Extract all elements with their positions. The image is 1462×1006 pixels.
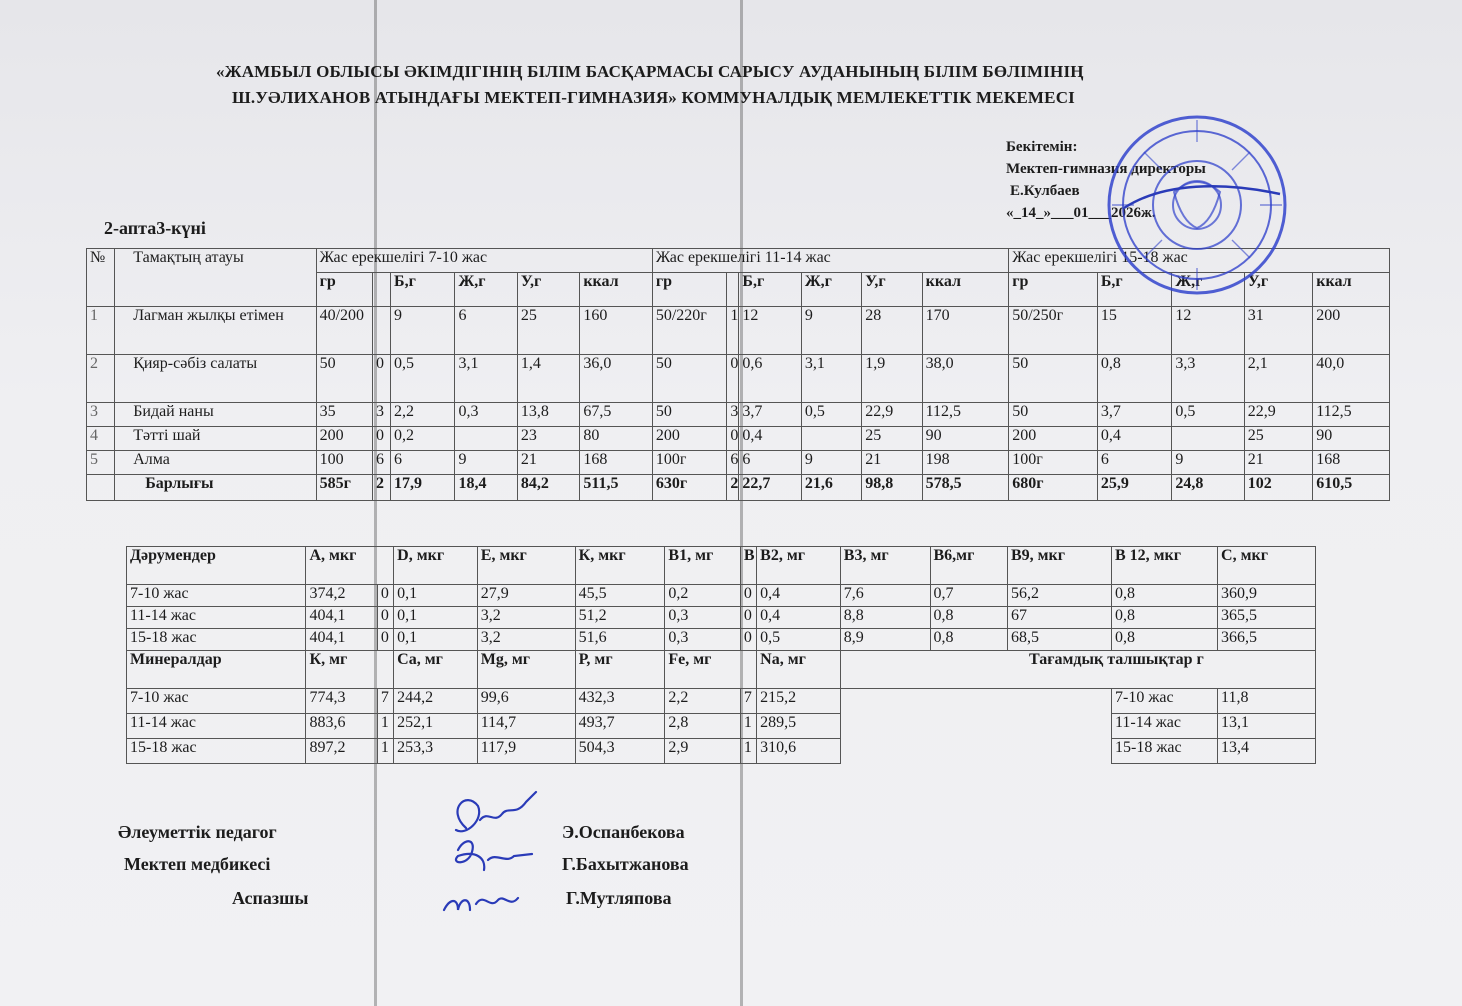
menu-row	[87, 427, 1390, 451]
table-cell: 25	[862, 427, 922, 451]
fiber-age: 15-18 жас	[1111, 739, 1217, 764]
empty-cell	[840, 739, 1111, 764]
table-cell: 6	[372, 451, 390, 475]
vitamins-row	[127, 585, 1316, 607]
table-cell: 6	[1097, 451, 1172, 475]
table-cell: 0	[377, 585, 393, 607]
column-header: В 12, мкг	[1111, 547, 1217, 585]
table-cell: 404,1	[306, 629, 377, 651]
table-cell: 3,1	[455, 355, 517, 403]
table-cell: 0,2	[391, 427, 455, 451]
day-label: 2-апта3-күні	[104, 218, 206, 238]
table-cell: 0,8	[1111, 585, 1217, 607]
table-cell: 9	[801, 451, 861, 475]
table-cell: 0,6	[739, 355, 801, 403]
group-header: Жас ерекшелігі 7-10 жас	[316, 249, 652, 273]
subheader: ккал	[1313, 273, 1390, 307]
subheader: Б,г	[739, 273, 801, 307]
table-cell: 289,5	[757, 714, 841, 739]
table-cell: 3	[372, 403, 390, 427]
subheader: ккал	[580, 273, 652, 307]
column-header: В3, мг	[840, 547, 930, 585]
table-cell: 2	[372, 475, 390, 501]
table-cell: 200	[316, 427, 372, 451]
table-cell: 27,9	[477, 585, 575, 607]
col-name-header: Тамақтың атауы	[115, 249, 316, 307]
table-cell: 31	[1244, 307, 1312, 355]
column-header: В1, мг	[665, 547, 740, 585]
table-cell: 100	[316, 451, 372, 475]
column-header: Е, мкг	[477, 547, 575, 585]
table-cell: 578,5	[922, 475, 1009, 501]
table-cell: 9	[455, 451, 517, 475]
table-cell: 3,7	[1097, 403, 1172, 427]
table-cell: 610,5	[1313, 475, 1390, 501]
table-cell: 102	[1244, 475, 1312, 501]
table-cell: 22,9	[1244, 403, 1312, 427]
vitamins-row	[127, 607, 1316, 629]
table-cell: 21	[1244, 451, 1312, 475]
table-cell: 0,3	[665, 607, 740, 629]
table-cell: 99,6	[477, 689, 575, 714]
table-cell: 12	[1172, 307, 1244, 355]
table-cell: 7,6	[840, 585, 930, 607]
table-cell: 67,5	[580, 403, 652, 427]
table-cell	[372, 307, 390, 355]
table-cell: 511,5	[580, 475, 652, 501]
table-cell: 253,3	[394, 739, 478, 764]
table-cell: 160	[580, 307, 652, 355]
table-cell: 0	[740, 585, 756, 607]
table-cell: 38,0	[922, 355, 1009, 403]
table-cell: 51,2	[575, 607, 665, 629]
table-cell: 50/250г	[1009, 307, 1098, 355]
table-cell: 50	[1009, 355, 1098, 403]
table-cell: 198	[922, 451, 1009, 475]
table-cell: 252,1	[394, 714, 478, 739]
table-cell: 0,4	[739, 427, 801, 451]
table-cell: 35	[316, 403, 372, 427]
table-cell: 24,8	[1172, 475, 1244, 501]
table-cell: 200	[1313, 307, 1390, 355]
table-cell: 365,5	[1218, 607, 1316, 629]
table-cell: 1,4	[517, 355, 579, 403]
signature-row-social-pedagogue	[118, 822, 277, 843]
table-cell: 100г	[652, 451, 727, 475]
table-cell: 3,2	[477, 607, 575, 629]
table-cell: 0,2	[665, 585, 740, 607]
minerals-header-row	[127, 651, 1316, 689]
column-header: Mg, мг	[477, 651, 575, 689]
table-cell: 774,3	[306, 689, 377, 714]
menu-row	[87, 307, 1390, 355]
signatory-role: Мектеп медбикесі	[124, 854, 271, 874]
table-cell: 21	[862, 451, 922, 475]
table-cell: 432,3	[575, 689, 665, 714]
table-cell: 50	[652, 355, 727, 403]
table-cell: 2,8	[665, 714, 740, 739]
table-cell: 25,9	[1097, 475, 1172, 501]
table-cell: 0,1	[394, 585, 478, 607]
official-seal-stamp	[1104, 112, 1290, 298]
row-number: 2	[87, 355, 115, 403]
fiber-age: 7-10 жас	[1111, 689, 1217, 714]
table-cell: 0,7	[930, 585, 1007, 607]
table-cell: 0,4	[1097, 427, 1172, 451]
approval-title: Бекітемін:	[1006, 139, 1078, 155]
minerals-row	[127, 714, 1316, 739]
table-cell	[455, 427, 517, 451]
row-number: 4	[87, 427, 115, 451]
table-cell: 493,7	[575, 714, 665, 739]
menu-table-body	[87, 307, 1390, 501]
table-cell: 25	[1244, 427, 1312, 451]
table-cell: 90	[922, 427, 1009, 451]
header-line-1: «ЖАМБЫЛ ОБЛЫСЫ ӘКІМДІГІНІҢ БІЛІМ БАСҚАРМАСЫ САРЫСУ АУДАНЫНЫҢ БІЛІМ БӨЛІМІНІҢ	[216, 62, 1084, 81]
table-cell: 310,6	[757, 739, 841, 764]
table-cell: 200	[1009, 427, 1098, 451]
table-cell: 21,6	[801, 475, 861, 501]
table-cell: 114,7	[477, 714, 575, 739]
signatory-name: Г.Мутляпова	[566, 888, 672, 908]
table-cell: 374,2	[306, 585, 377, 607]
table-cell: 9	[391, 307, 455, 355]
dish-name: Бидай наны	[115, 403, 316, 427]
column-header: К, мг	[306, 651, 394, 689]
table-cell: 1	[740, 714, 756, 739]
column-header: Fe, мг	[665, 651, 757, 689]
column-header: Минералдар	[127, 651, 306, 689]
table-cell: 168	[580, 451, 652, 475]
column-header: В9, мкг	[1007, 547, 1111, 585]
table-cell: 200	[652, 427, 727, 451]
table-cell: 7-10 жас	[127, 585, 306, 607]
approval-position: Мектеп-гимназия директоры	[1006, 161, 1206, 177]
table-cell: 40,0	[1313, 355, 1390, 403]
table-cell: 15-18 жас	[127, 629, 306, 651]
column-header: В6,мг	[930, 547, 1007, 585]
table-cell: 2,1	[1244, 355, 1312, 403]
table-cell: 244,2	[394, 689, 478, 714]
signatory-name: Э.Оспанбекова	[562, 822, 685, 842]
table-cell: 98,8	[862, 475, 922, 501]
table-cell: 9	[1172, 451, 1244, 475]
table-cell: 0	[377, 607, 393, 629]
table-cell: 0	[727, 355, 739, 403]
table-cell: 0,5	[1172, 403, 1244, 427]
fold-crease	[374, 0, 377, 1006]
table-cell: 0	[372, 355, 390, 403]
table-cell: 504,3	[575, 739, 665, 764]
table-cell: 0,5	[391, 355, 455, 403]
table-cell: 170	[922, 307, 1009, 355]
signature-row-cook	[232, 888, 308, 909]
table-cell: 11-14 жас	[127, 714, 306, 739]
row-number: 5	[87, 451, 115, 475]
table-cell: 0,8	[930, 607, 1007, 629]
table-cell	[1172, 427, 1244, 451]
fiber-age: 11-14 жас	[1111, 714, 1217, 739]
column-header: К, мкг	[575, 547, 665, 585]
table-cell: 360,9	[1218, 585, 1316, 607]
dish-name: Алма	[115, 451, 316, 475]
subheader: гр	[1009, 273, 1098, 307]
table-cell: 6	[739, 451, 801, 475]
signatory-name: Г.Бахытжанова	[562, 854, 689, 874]
table-cell: 6	[727, 451, 739, 475]
table-cell: 22,7	[739, 475, 801, 501]
subheader	[727, 273, 739, 307]
table-cell: 1	[740, 739, 756, 764]
table-cell: 12	[739, 307, 801, 355]
table-cell: 366,5	[1218, 629, 1316, 651]
subheader: У,г	[862, 273, 922, 307]
dish-name: Лагман жылқы етімен	[115, 307, 316, 355]
column-header: А, мкг	[306, 547, 394, 585]
menu-row	[87, 403, 1390, 427]
group-header: Жас ерекшелігі 15-18 жас	[1009, 249, 1390, 273]
table-cell: 3,7	[739, 403, 801, 427]
table-cell: 50/220г	[652, 307, 727, 355]
table-cell: 3,3	[1172, 355, 1244, 403]
table-cell: 36,0	[580, 355, 652, 403]
column-header: Са, мг	[394, 651, 478, 689]
subheader: Ж,г	[801, 273, 861, 307]
dish-name: Тәтті шай	[115, 427, 316, 451]
table-cell: 8,9	[840, 629, 930, 651]
column-header: В2, мг	[757, 547, 841, 585]
table-cell: 897,2	[306, 739, 377, 764]
table-cell: 112,5	[922, 403, 1009, 427]
table-cell: 0	[727, 427, 739, 451]
column-header: Дәрумендер	[127, 547, 306, 585]
column-header: В	[740, 547, 756, 585]
table-cell: 84,2	[517, 475, 579, 501]
subheader: У,г	[1244, 273, 1312, 307]
table-cell: 2,9	[665, 739, 740, 764]
table-cell: 7	[740, 689, 756, 714]
vitamins-header-row	[127, 547, 1316, 585]
table-cell: 2,2	[665, 689, 740, 714]
column-header: Na, мг	[757, 651, 841, 689]
dish-name: Қияр-сәбіз салаты	[115, 355, 316, 403]
nutrients-table	[126, 546, 1316, 764]
table-cell: 0,8	[1111, 607, 1217, 629]
table-cell: 1,9	[862, 355, 922, 403]
table-cell: 2	[727, 475, 739, 501]
table-cell: 630г	[652, 475, 727, 501]
table-cell: 0,8	[1097, 355, 1172, 403]
signature-row-school-nurse	[124, 854, 270, 875]
table-cell: 215,2	[757, 689, 841, 714]
table-cell: 0,5	[801, 403, 861, 427]
subheader: Б,г	[391, 273, 455, 307]
table-cell: 680г	[1009, 475, 1098, 501]
empty-cell	[840, 689, 1111, 714]
subheader: гр	[652, 273, 727, 307]
total-label: Барлығы	[115, 475, 316, 501]
table-cell: 90	[1313, 427, 1390, 451]
menu-total-row	[87, 475, 1390, 501]
fiber-value: 11,8	[1218, 689, 1316, 714]
table-cell: 56,2	[1007, 585, 1111, 607]
menu-row	[87, 451, 1390, 475]
table-cell: 21	[517, 451, 579, 475]
table-cell: 0,5	[757, 629, 841, 651]
table-cell: 23	[517, 427, 579, 451]
table-cell: 18,4	[455, 475, 517, 501]
approval-date: «_14_»___01___2026ж.	[1006, 205, 1156, 221]
table-cell: 0	[740, 629, 756, 651]
row-number	[87, 475, 115, 501]
table-cell: 6	[455, 307, 517, 355]
table-cell: 80	[580, 427, 652, 451]
table-cell: 0,3	[665, 629, 740, 651]
table-cell: 17,9	[391, 475, 455, 501]
table-cell: 9	[801, 307, 861, 355]
table-cell: 67	[1007, 607, 1111, 629]
table-cell: 50	[652, 403, 727, 427]
subheader: Б,г	[1097, 273, 1172, 307]
table-cell: 50	[316, 355, 372, 403]
fiber-value: 13,4	[1218, 739, 1316, 764]
table-cell: 7-10 жас	[127, 689, 306, 714]
table-cell: 7	[377, 689, 393, 714]
table-cell: 0,8	[930, 629, 1007, 651]
subheader: гр	[316, 273, 372, 307]
header-line-2: Ш.УӘЛИХАНОВ АТЫНДАҒЫ МЕКТЕП-ГИМНАЗИЯ» КОММУНАЛДЫҚ МЕМЛЕКЕТТІК МЕКЕМЕСІ	[232, 88, 1075, 107]
vitamins-row	[127, 629, 1316, 651]
table-cell: 40/200	[316, 307, 372, 355]
column-header: Р, мг	[575, 651, 665, 689]
vitamins-body	[127, 547, 1316, 651]
table-cell: 1	[377, 739, 393, 764]
table-cell: 1	[377, 714, 393, 739]
table-cell: 3	[727, 403, 739, 427]
col-no-header: №	[87, 249, 115, 307]
table-cell: 0,8	[1111, 629, 1217, 651]
table-cell: 6	[391, 451, 455, 475]
table-cell: 15-18 жас	[127, 739, 306, 764]
table-cell: 3,2	[477, 629, 575, 651]
approval-name: Е.Кулбаев	[1010, 183, 1080, 199]
table-cell: 404,1	[306, 607, 377, 629]
signatory-role: Әлеуметтік педагог	[118, 822, 277, 842]
column-header: С, мкг	[1218, 547, 1316, 585]
table-cell: 112,5	[1313, 403, 1390, 427]
subheader: У,г	[517, 273, 579, 307]
table-cell	[801, 427, 861, 451]
table-cell: 28	[862, 307, 922, 355]
table-cell: 168	[1313, 451, 1390, 475]
row-number: 3	[87, 403, 115, 427]
subheader	[372, 273, 390, 307]
table-cell: 883,6	[306, 714, 377, 739]
table-cell: 0,4	[757, 585, 841, 607]
table-cell: 117,9	[477, 739, 575, 764]
empty-cell	[840, 714, 1111, 739]
row-number: 1	[87, 307, 115, 355]
table-cell: 51,6	[575, 629, 665, 651]
table-cell: 0	[377, 629, 393, 651]
table-cell: 68,5	[1007, 629, 1111, 651]
table-cell: 50	[1009, 403, 1098, 427]
fiber-header: Тағамдық талшықтар г	[840, 651, 1315, 689]
table-cell: 11-14 жас	[127, 607, 306, 629]
handwritten-signatures	[436, 780, 546, 930]
signatory-role: Аспазшы	[232, 888, 309, 908]
table-cell: 0,1	[394, 629, 478, 651]
table-cell: 8,8	[840, 607, 930, 629]
table-cell: 2,2	[391, 403, 455, 427]
table-cell: 585г	[316, 475, 372, 501]
fold-crease	[740, 0, 743, 1006]
table-cell: 13,8	[517, 403, 579, 427]
table-cell: 22,9	[862, 403, 922, 427]
subheader: Ж,г	[1172, 273, 1244, 307]
table-cell: 0,3	[455, 403, 517, 427]
table-cell: 0	[372, 427, 390, 451]
table-cell: 15	[1097, 307, 1172, 355]
minerals-row	[127, 689, 1316, 714]
minerals-row	[127, 739, 1316, 764]
table-cell: 45,5	[575, 585, 665, 607]
column-header: D, мкг	[394, 547, 478, 585]
subheader: Ж,г	[455, 273, 517, 307]
minerals-body	[127, 651, 1316, 764]
table-cell: 25	[517, 307, 579, 355]
table-cell: 1	[727, 307, 739, 355]
table-cell: 3,1	[801, 355, 861, 403]
subheader: ккал	[922, 273, 1009, 307]
fiber-value: 13,1	[1218, 714, 1316, 739]
menu-row	[87, 355, 1390, 403]
table-cell: 0	[740, 607, 756, 629]
table-cell: 0,1	[394, 607, 478, 629]
table-cell: 0,4	[757, 607, 841, 629]
group-header: Жас ерекшелігі 11-14 жас	[652, 249, 1008, 273]
table-cell: 100г	[1009, 451, 1098, 475]
